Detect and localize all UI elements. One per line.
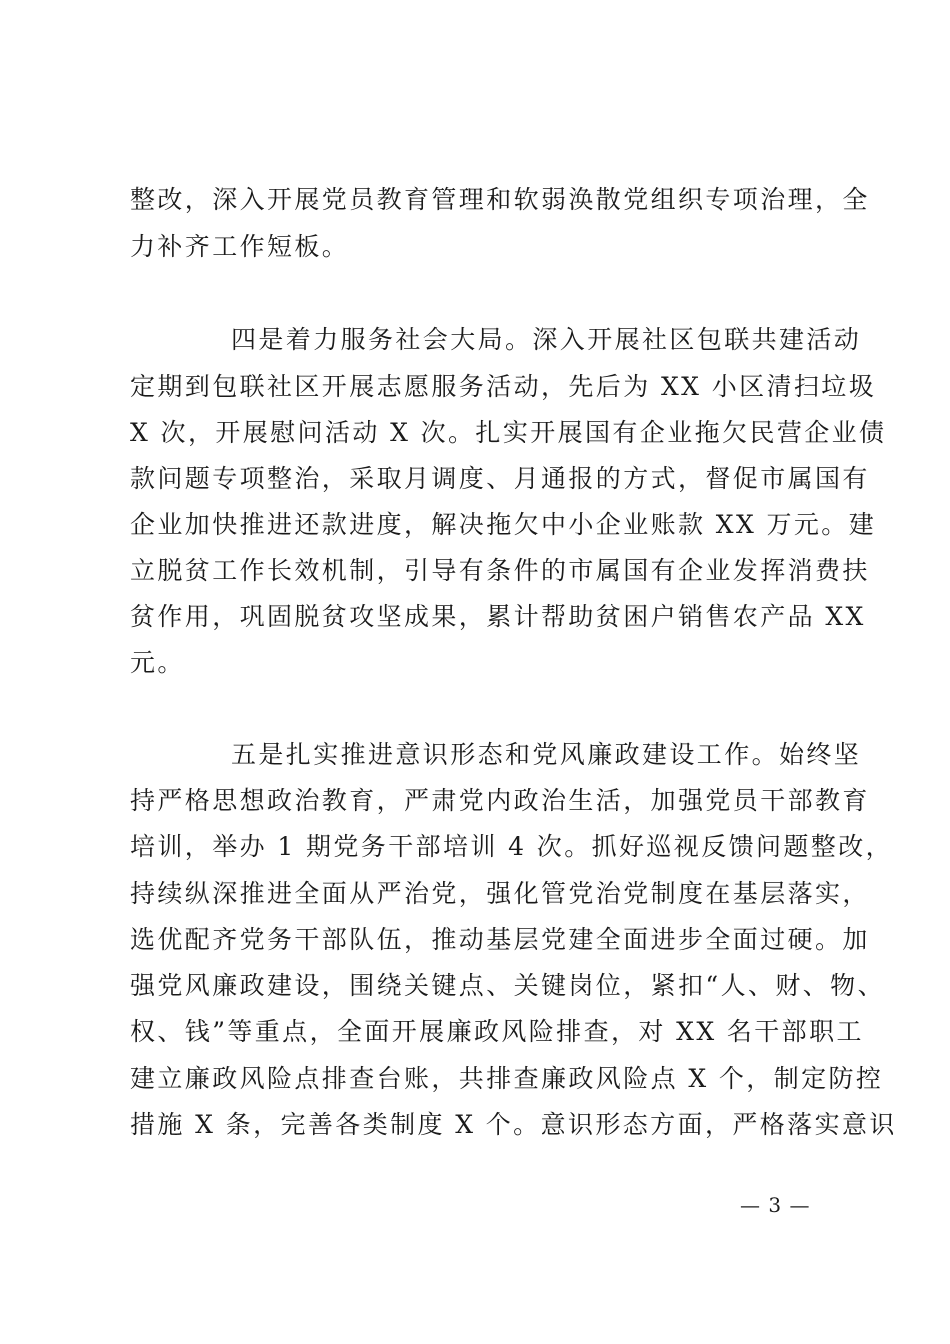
paragraph-2-line-4: 款问题专项整治，采取月调度、月通报的方式，督促市属国有 <box>130 464 870 493</box>
paragraph-3-line-6: 强党风廉政建设，围绕关键点、关键岗位，紧扣“人、财、物、 <box>130 971 885 1000</box>
paragraph-2-line-1: 四是着力服务社会大局。深入开展社区包联共建活动 <box>231 325 862 354</box>
paragraph-2-line-6: 立脱贫工作长效机制，引导有条件的市属国有企业发挥消费扶 <box>130 556 870 585</box>
page-number: — 3 — <box>740 1193 811 1217</box>
paragraph-3-line-2: 持严格思想政治教育，严肃党内政治生活，加强党员干部教育 <box>130 786 870 815</box>
paragraph-3-line-7: 权、钱”等重点，全面开展廉政风险排查，对 XX 名干部职工 <box>130 1017 864 1046</box>
paragraph-3-line-3: 培训，举办 1 期党务干部培训 4 次。抓好巡视反馈问题整改， <box>130 832 894 861</box>
paragraph-1-line-1: 整改，深入开展党员教育管理和软弱涣散党组织专项治理，全 <box>130 185 870 214</box>
paragraph-2-line-2: 定期到包联社区开展志愿服务活动，先后为 XX 小区清扫垃圾 <box>130 372 877 401</box>
paragraph-2-line-7: 贫作用，巩固脱贫攻坚成果，累计帮助贫困户销售农产品 XX <box>130 602 866 631</box>
paragraph-3-line-8: 建立廉政风险点排查台账，共排查廉政风险点 X 个，制定防控 <box>130 1064 884 1093</box>
paragraph-3-line-1: 五是扎实推进意识形态和党风廉政建设工作。始终坚 <box>231 740 862 769</box>
paragraph-1-line-2: 力补齐工作短板。 <box>130 232 350 261</box>
paragraph-3-line-5: 选优配齐党务干部队伍，推动基层党建全面进步全面过硬。加 <box>130 925 870 954</box>
paragraph-2-line-8: 元。 <box>130 648 185 677</box>
paragraph-2-line-5: 企业加快推进还款进度，解决拖欠中小企业账款 XX 万元。建 <box>130 510 877 539</box>
paragraph-3-line-4: 持续纵深推进全面从严治党，强化管党治党制度在基层落实， <box>130 879 870 908</box>
paragraph-3-line-9: 措施 X 条，完善各类制度 X 个。意识形态方面，严格落实意识 <box>130 1110 897 1139</box>
paragraph-2-line-3: X 次，开展慰问活动 X 次。扎实开展国有企业拖欠民营企业债 <box>130 418 887 447</box>
